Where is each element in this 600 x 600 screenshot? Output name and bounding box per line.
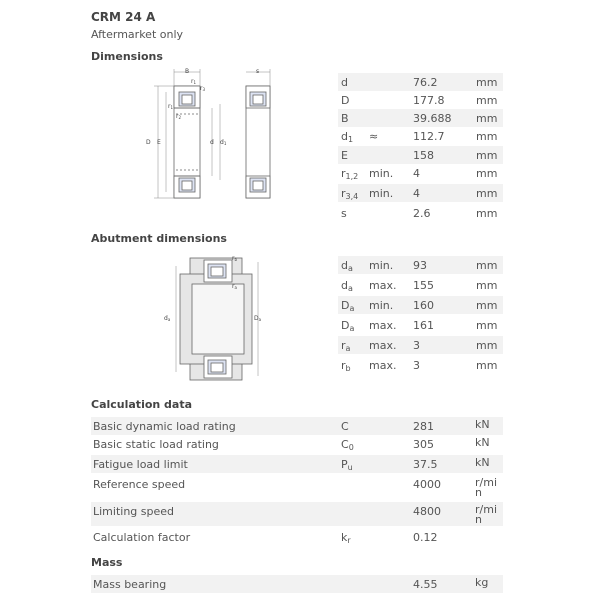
spec-unit: mm bbox=[476, 359, 498, 372]
spec-row bbox=[338, 91, 503, 109]
label-rb: rb bbox=[232, 255, 238, 262]
mass-label: Mass bearing bbox=[93, 578, 167, 591]
spec-qualifier: max. bbox=[369, 339, 397, 352]
calc-label: Fatigue load limit bbox=[93, 458, 188, 471]
spec-unit: mm bbox=[476, 319, 498, 332]
product-title: CRM 24 A bbox=[91, 10, 156, 24]
calc-row bbox=[91, 502, 503, 526]
spec-qualifier: ≈ bbox=[369, 130, 379, 143]
label-B: B bbox=[185, 68, 190, 75]
label-d1: d1 bbox=[220, 139, 227, 146]
spec-symbol: D bbox=[341, 94, 350, 107]
spec-symbol: $d_1$ bbox=[341, 130, 354, 144]
spec-row bbox=[338, 256, 503, 274]
spec-value: 160 bbox=[413, 299, 434, 312]
label-d: d bbox=[210, 139, 214, 146]
spec-qualifier: max. bbox=[369, 319, 397, 332]
spec-qualifier: min. bbox=[369, 299, 394, 312]
spec-symbol: $D_a$ bbox=[341, 299, 355, 313]
label-E: E bbox=[157, 139, 161, 146]
label-r2: r2 bbox=[176, 113, 182, 120]
dimensions-heading: Dimensions bbox=[91, 50, 163, 63]
calc-value: 305 bbox=[413, 438, 434, 451]
calc-row bbox=[91, 435, 503, 453]
calc-value: 37.5 bbox=[413, 458, 438, 471]
spec-value: 177.8 bbox=[413, 94, 445, 107]
spec-row bbox=[338, 356, 503, 374]
spec-row bbox=[338, 146, 503, 164]
side-view-diagram bbox=[242, 64, 282, 204]
label-r1-top: r1 bbox=[191, 78, 197, 85]
spec-symbol: B bbox=[341, 112, 349, 125]
spec-qualifier: max. bbox=[369, 279, 397, 292]
spec-unit: mm bbox=[476, 167, 498, 180]
spec-value: 158 bbox=[413, 149, 434, 162]
calc-unit: kN bbox=[475, 418, 490, 431]
calc-value: 4800 bbox=[413, 505, 441, 518]
spec-value: 155 bbox=[413, 279, 434, 292]
mass-heading: Mass bbox=[91, 556, 123, 569]
spec-symbol: $r_b$ bbox=[341, 359, 351, 373]
spec-symbol: E bbox=[341, 149, 348, 162]
spec-value: 4 bbox=[413, 187, 420, 200]
label-s: s bbox=[256, 68, 260, 75]
spec-unit: mm bbox=[476, 207, 498, 220]
label-ra: ra bbox=[232, 283, 237, 290]
spec-row bbox=[338, 204, 503, 222]
spec-value: 39.688 bbox=[413, 112, 452, 125]
spec-value: 161 bbox=[413, 319, 434, 332]
calc-value: 0.12 bbox=[413, 531, 438, 544]
label-r3: r3 bbox=[200, 85, 206, 92]
spec-unit: mm bbox=[476, 259, 498, 272]
spec-value: 4 bbox=[413, 167, 420, 180]
calc-symbol: C bbox=[341, 420, 349, 433]
abutment-diagram bbox=[160, 248, 280, 388]
spec-row bbox=[338, 276, 503, 294]
calc-unit: r/mi n bbox=[475, 476, 497, 499]
abutment-heading: Abutment dimensions bbox=[91, 232, 227, 245]
spec-unit: mm bbox=[476, 339, 498, 352]
spec-symbol: $r_{1,2}$ bbox=[341, 167, 359, 181]
calc-symbol: $C_0$ bbox=[341, 438, 354, 452]
spec-qualifier: min. bbox=[369, 259, 394, 272]
spec-unit: mm bbox=[476, 299, 498, 312]
spec-unit: mm bbox=[476, 149, 498, 162]
spec-symbol: s bbox=[341, 207, 347, 220]
spec-symbol: $r_a$ bbox=[341, 339, 351, 353]
spec-unit: mm bbox=[476, 94, 498, 107]
spec-row bbox=[338, 127, 503, 145]
spec-row bbox=[338, 109, 503, 127]
calc-value: 281 bbox=[413, 420, 434, 433]
spec-symbol: d bbox=[341, 76, 348, 89]
calc-row bbox=[91, 475, 503, 499]
calculation-heading: Calculation data bbox=[91, 398, 193, 411]
spec-row bbox=[338, 164, 503, 182]
spec-value: 93 bbox=[413, 259, 427, 272]
spec-symbol: $d_a$ bbox=[341, 279, 353, 293]
spec-symbol: $r_{3,4}$ bbox=[341, 187, 359, 201]
spec-qualifier: max. bbox=[369, 359, 397, 372]
spec-unit: mm bbox=[476, 130, 498, 143]
spec-row bbox=[338, 184, 503, 202]
calc-unit: r/mi n bbox=[475, 503, 497, 526]
calc-row bbox=[91, 417, 503, 435]
calc-label: Reference speed bbox=[93, 478, 186, 491]
spec-value: 3 bbox=[413, 359, 420, 372]
calc-label: Calculation factor bbox=[93, 531, 191, 544]
calc-unit: kN bbox=[475, 436, 490, 449]
spec-unit: mm bbox=[476, 279, 498, 292]
calc-symbol: $P_u$ bbox=[341, 458, 353, 472]
spec-row bbox=[338, 316, 503, 334]
calc-unit: kN bbox=[475, 456, 490, 469]
spec-unit: mm bbox=[476, 76, 498, 89]
spec-symbol: $D_a$ bbox=[341, 319, 355, 333]
mass-unit: kg bbox=[475, 576, 489, 589]
mass-value: 4.55 bbox=[413, 578, 438, 591]
mass-row bbox=[91, 575, 503, 593]
spec-row bbox=[338, 336, 503, 354]
spec-unit: mm bbox=[476, 187, 498, 200]
label-Da: Da bbox=[254, 315, 262, 322]
spec-row bbox=[338, 73, 503, 91]
spec-unit: mm bbox=[476, 112, 498, 125]
label-D: D bbox=[146, 139, 151, 146]
product-subtitle: Aftermarket only bbox=[91, 28, 184, 41]
spec-value: 112.7 bbox=[413, 130, 445, 143]
calc-label: Basic static load rating bbox=[93, 438, 219, 451]
label-da: da bbox=[164, 315, 171, 322]
calc-label: Limiting speed bbox=[93, 505, 175, 518]
calc-label: Basic dynamic load rating bbox=[93, 420, 236, 433]
calc-symbol: $k_r$ bbox=[341, 531, 351, 545]
spec-value: 2.6 bbox=[413, 207, 431, 220]
spec-value: 76.2 bbox=[413, 76, 438, 89]
bearing-cross-section bbox=[174, 86, 200, 198]
spec-row bbox=[338, 296, 503, 314]
calc-value: 4000 bbox=[413, 478, 441, 491]
spec-value: 3 bbox=[413, 339, 420, 352]
calc-row bbox=[91, 455, 503, 473]
calc-row bbox=[91, 528, 503, 548]
label-r1: r1 bbox=[168, 103, 174, 110]
spec-symbol: $d_a$ bbox=[341, 259, 353, 273]
spec-qualifier: min. bbox=[369, 167, 394, 180]
spec-qualifier: min. bbox=[369, 187, 394, 200]
